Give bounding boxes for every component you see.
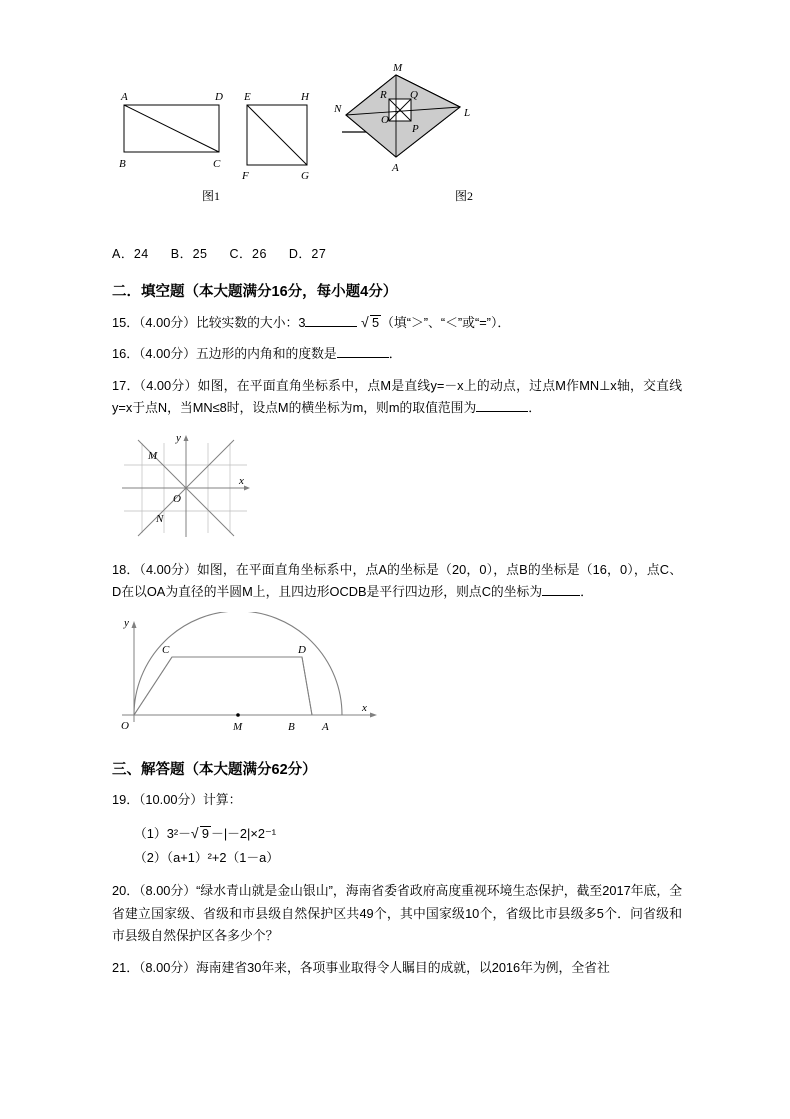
page-content: [112, 60, 682, 988]
q16-text-b: ．: [388, 346, 402, 362]
q20-score: （8.00分）: [139, 883, 197, 899]
q15-text-b: （填“＞”、“＜”或“=”）．: [381, 315, 511, 330]
fig1-label-H: H: [301, 91, 309, 103]
fig1-caption: 图1: [202, 189, 221, 203]
question-17-graph: [112, 429, 682, 549]
question-21: [112, 957, 682, 979]
choice-a[interactable]: A．24: [112, 247, 149, 261]
question-16: [112, 343, 682, 365]
fig2-label-Q: Q: [410, 89, 418, 101]
fig1-label-C: C: [213, 158, 221, 170]
fig2-label-L: L: [464, 107, 471, 119]
fig1-label-F: F: [242, 170, 249, 182]
q17-number: 17．: [112, 377, 140, 393]
fig2-label-R: R: [380, 89, 387, 101]
q15-sqrt: [361, 311, 381, 334]
q17-score: （4.00分）: [139, 377, 198, 393]
fig2-label-P: P: [412, 123, 419, 135]
question-17: [112, 375, 682, 420]
graph18-label-D: D: [298, 644, 306, 657]
q16-answer-blank[interactable]: [337, 347, 389, 359]
fig1-label-G: G: [301, 170, 309, 182]
graph18-label-O: O: [121, 720, 129, 733]
q18-text-b: ．: [580, 583, 593, 599]
q19-sqrt: [191, 821, 211, 846]
graph18-label-M: M: [233, 721, 243, 734]
q16-score: （4.00分）: [139, 346, 196, 362]
graph17-label-O: O: [173, 492, 181, 505]
graph18-label-y: y: [124, 617, 129, 630]
graph17-label-x: x: [239, 474, 244, 487]
question-19-sub2: （2）（a+1）²+2（1－a）: [134, 850, 280, 866]
choice-c[interactable]: C．26: [229, 247, 267, 261]
coordinate-graph-18: [112, 612, 382, 737]
q19-sub1-radicand: 9: [201, 825, 210, 841]
q21-score: （8.00分）: [139, 959, 196, 975]
q19-number: 19．: [112, 792, 140, 808]
graph18-label-A: A: [322, 721, 329, 734]
q15-number: 15．: [112, 315, 140, 330]
choice-d[interactable]: D．27: [288, 247, 327, 261]
fig2-label-A: A: [392, 162, 399, 174]
fig1-label-E: E: [244, 91, 251, 103]
graph18-label-x: x: [362, 702, 367, 715]
q19-sub1-lead: （1）3²－: [134, 825, 191, 841]
graph17-label-M: M: [148, 449, 158, 462]
q17-text: 如图，在平面直角坐标系中，点M是直线y=－x上的动点，过点M作MN⊥x轴，交直线y=x于点N，当MN≤8时，设点M的横坐标为m，则m的取值范围为: [112, 377, 682, 416]
graph17-label-N: N: [156, 512, 164, 525]
fig1-label-D: D: [215, 91, 223, 103]
choice-b[interactable]: B．25: [170, 247, 208, 261]
q17-answer-blank[interactable]: [476, 400, 528, 412]
graph18-label-C: C: [162, 644, 170, 657]
q15-radicand: 5: [372, 315, 380, 330]
fig2-caption: 图2: [455, 189, 474, 203]
fig2-label-M: M: [393, 62, 403, 74]
question-19: [112, 789, 682, 811]
q20-number: 20．: [112, 883, 140, 899]
q15-text-a: 比较实数的大小：3: [195, 315, 306, 330]
geometry-figures: [112, 60, 682, 240]
question-15: [112, 311, 682, 334]
q16-text-a: 五边形的内角和的度数是: [195, 346, 337, 362]
fig1-label-A: A: [121, 91, 128, 103]
q20-text: “绿水青山就是金山银山”，海南省委省政府高度重视环境生态保护，截至2017年底，全省建立国家级、省级和市县级自然保护区共49个，其中国家级10个，省级比市县级多5个．问省级和市县级自然保护区各多少个？: [112, 883, 682, 944]
q18-text: 如图，在平面直角坐标系中，点A的坐标是（20，0），点B的坐标是（16，0），点C、D在以OA为直径的半圆M上，且四边形OCDB是平行四边形，则点C的坐标为: [112, 561, 683, 599]
q18-score: （4.00分）: [139, 561, 197, 577]
coordinate-graph-17: [112, 429, 352, 544]
section-heading-answer: 三、解答题（本大题满分62分）: [112, 762, 317, 779]
q18-number: 18．: [112, 561, 140, 577]
question-18-graph: [112, 612, 682, 742]
q19-sub1-rest: －|－2|×2⁻¹: [211, 825, 276, 841]
q21-text: 海南建省30年来，各项事业取得令人瞩目的成就，以2016年为例，全省社: [195, 959, 610, 975]
q15-answer-blank[interactable]: [305, 315, 357, 327]
q17-text-b: ．: [528, 400, 542, 416]
graph18-label-B: B: [288, 721, 295, 734]
graph17-label-y: y: [176, 431, 181, 444]
q19-text: 计算：: [203, 792, 242, 808]
q21-number: 21．: [112, 959, 140, 975]
choice-list: [112, 244, 682, 262]
question-20: [112, 880, 682, 947]
section-heading-fill-blank: 二．填空题（本大题满分16分，每小题4分）: [112, 284, 398, 300]
fig2-label-N: N: [334, 103, 342, 115]
figure-group: [112, 60, 682, 240]
question-18: [112, 559, 682, 604]
q18-answer-blank[interactable]: [542, 584, 580, 596]
q19-score: （10.00分）: [139, 792, 204, 808]
q16-number: 16．: [112, 346, 140, 362]
question-19-sub1: [134, 821, 682, 846]
fig1-label-B: B: [119, 158, 126, 170]
fig2-label-O: O: [381, 114, 389, 126]
q15-score: （4.00分）: [139, 315, 196, 330]
